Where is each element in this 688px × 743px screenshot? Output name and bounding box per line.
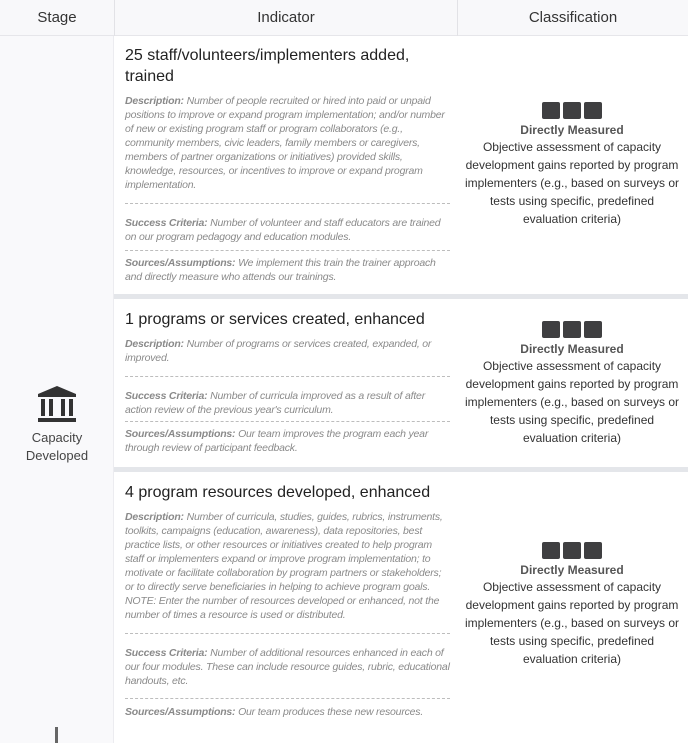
indicator-success-criteria	[125, 203, 450, 250]
rating-square	[584, 542, 602, 559]
rating-square	[584, 102, 602, 119]
indicator-description	[125, 94, 450, 203]
stage-label-line2: Developed	[25, 448, 89, 463]
success-text: Number of volunteer and staff educators are trained on our program pedagogy and education modules.	[125, 217, 441, 243]
stage-label	[0, 429, 114, 465]
sources-label: Sources/Assumptions:	[125, 706, 236, 718]
institution-icon	[37, 385, 77, 423]
classification-cell	[464, 542, 680, 668]
description-label: Description:	[125, 338, 184, 350]
classification-description: Objective assessment of capacity development gains reported by program implementers (e.g., based on surveys or tests using specific, predefined evaluation criteria)	[464, 359, 680, 445]
classification-cell	[464, 102, 680, 228]
indicator-sources	[125, 421, 450, 455]
rating-square	[563, 542, 581, 559]
indicator-sources	[125, 698, 450, 719]
indicator-title: 1 programs or services created, enhanced	[125, 311, 425, 328]
table-header	[0, 0, 688, 36]
classification-cell	[464, 321, 680, 447]
rating-square	[542, 542, 560, 559]
indicator-cell	[125, 482, 450, 719]
rating-square	[584, 321, 602, 338]
success-label: Success Criteria:	[125, 390, 208, 402]
indicator-cell	[125, 45, 450, 284]
stage-connector-line	[55, 727, 58, 743]
description-label: Description:	[125, 511, 184, 523]
indicator-cell	[125, 309, 450, 455]
success-label: Success Criteria:	[125, 647, 208, 659]
classification-description: Objective assessment of capacity development gains reported by program implementers (e.g., based on surveys or tests using specific, predefined evaluation criteria)	[464, 580, 680, 666]
success-text: Number of additional resources enhanced in each of our four modules. These can include resource guides, rubric, educational handouts, etc.	[125, 647, 450, 687]
table-row	[114, 36, 688, 294]
indicator-title: 25 staff/volunteers/implementers added, trained	[125, 47, 410, 85]
success-label: Success Criteria:	[125, 217, 208, 229]
indicator-description	[125, 510, 450, 633]
sources-text: Our team produces these new resources.	[238, 706, 424, 718]
description-text: Number of programs or services created, expanded, or improved.	[125, 338, 432, 364]
classification-name: Directly Measured	[520, 123, 624, 137]
stage-column	[0, 36, 114, 743]
rating-square	[542, 321, 560, 338]
rating-square	[563, 102, 581, 119]
rating-square	[542, 102, 560, 119]
indicator-success-criteria	[125, 633, 450, 698]
description-text: Number of curricula, studies, guides, rubrics, instruments, toolkits, campaigns (education, awareness), data repositories, best practice lists, or other resources or initiatives created to help program staff or implementers expand or improve program implementation; to motivate or facilitate collaboration by program partners or stakeholders; or to directly serve beneficiaries in helping to achieve program goals. NOTE: Enter the number of resources developed or enhanced, not the number of times a resource is used or distributed.	[125, 511, 443, 621]
indicator-sources	[125, 250, 450, 284]
rating-squares	[464, 102, 680, 119]
sources-label: Sources/Assumptions:	[125, 428, 236, 440]
header-stage: Stage	[37, 9, 77, 26]
rating-square	[563, 321, 581, 338]
rating-squares	[464, 321, 680, 338]
stage-label-line1: Capacity	[31, 430, 83, 445]
description-text: Number of people recruited or hired into paid or unpaid positions to improve or expand program implementation; and/or number of new or existing program staff or program collaborators (e.g., community members, civic leaders, family members or caregivers, members of partner organizations or initiatives) provided skills, knowledge, resources, or incentives to improve or expand program implementation.	[125, 95, 445, 191]
indicator-title: 4 program resources developed, enhanced	[125, 484, 431, 501]
sources-text: Our team improves the program each year through review of participant feedback.	[125, 428, 429, 454]
classification-description: Objective assessment of capacity development gains reported by program implementers (e.g., based on surveys or tests using specific, predefined evaluation criteria)	[464, 140, 680, 226]
description-label: Description:	[125, 95, 184, 107]
indicator-description	[125, 337, 450, 376]
header-indicator: Indicator	[257, 9, 315, 26]
classification-name: Directly Measured	[520, 563, 624, 577]
success-text: Number of curricula improved as a result of after action review of the previous year's curriculum.	[125, 390, 425, 416]
sources-text: We implement this train the trainer approach and directly measure who attends our trainings.	[125, 257, 436, 283]
classification-name: Directly Measured	[520, 342, 624, 356]
table-row	[114, 472, 688, 743]
table-row	[114, 299, 688, 467]
sources-label: Sources/Assumptions:	[125, 257, 236, 269]
indicator-success-criteria	[125, 376, 450, 421]
rating-squares	[464, 542, 680, 559]
header-classification: Classification	[528, 9, 618, 26]
